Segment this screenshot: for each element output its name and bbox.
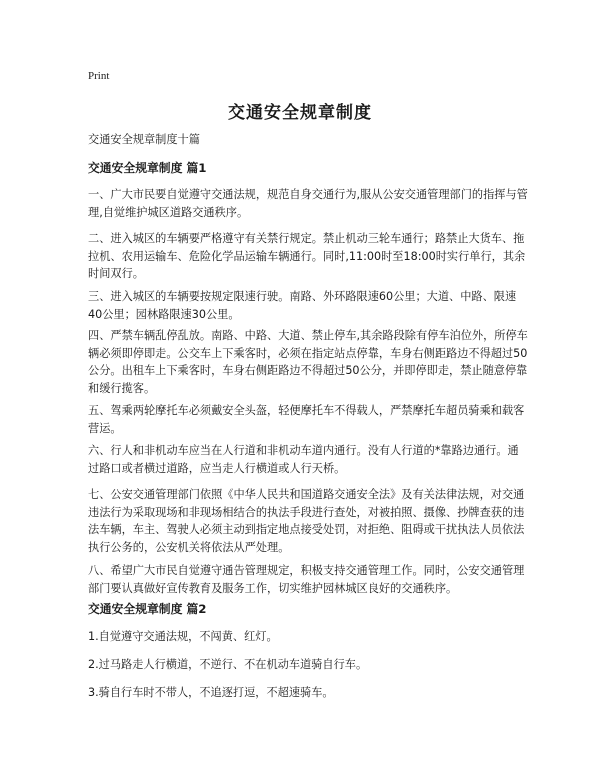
section1-paragraph-2: 二、进入城区的车辆要严格遵守有关禁行规定。禁止机动三轮车通行；路禁止大货车、拖拉机、农用运输车、危险化学品运输车辆通行。同时,11:00时至18:00时实行单行，其余时间双行。 — [88, 232, 526, 280]
section2-item-2: 2.过马路走人行横道，不逆行、不在机动车道骑自行车。 — [88, 658, 368, 671]
section2-item-3: 3.骑自行车时不带人，不追逐打逗，不超速骑车。 — [88, 686, 334, 699]
section1-paragraph-5: 五、驾乘两轮摩托车必须戴安全头盔，轻便摩托车不得载人，严禁摩托车超员骑乘和载客营运。 — [88, 404, 525, 435]
page-title: 交通安全规章制度 — [228, 103, 372, 123]
section1-paragraph-8: 八、希望广大市民自觉遵守通告管理规定，积极支持交通管理工作。同时，公安交通管理部门要认真做好宣传教育及服务工作，切实维护园林城区良好的交通秩序。 — [88, 564, 525, 595]
section1-heading: 交通安全规章制度 篇1 — [88, 161, 207, 175]
section1-paragraph-4: 四、严禁车辆乱停乱放。南路、中路、大道、禁止停车,其余路段除有停车泊位外，所停车辆必须即停即走。公交车上下乘客时，必须在指定站点停靠，车身右侧距路边不得超过50公分。出租车上下乘客时，车身右侧距路边不得超过50公分，并即停即走，禁止随意停靠和缓行揽客。 — [88, 329, 528, 395]
print-link[interactable]: Print — [88, 70, 110, 82]
document-subtitle: 交通安全规章制度十篇 — [88, 133, 200, 146]
section2-heading: 交通安全规章制度 篇2 — [88, 602, 207, 616]
section1-paragraph-7: 七、公安交通管理部门依照《中华人民共和国道路交通安全法》及有关法律法规，对交通违法行为采取现场和非现场相结合的执法手段进行查处，对被拍照、摄像、抄牌查获的违法车辆，车主、驾驶人必须主动到指定地点接受处罚，对拒绝、阻碍或干扰执法人员依法执行公务的，公安机关将依法从严处理。 — [88, 488, 525, 554]
section2-item-1: 1.自觉遵守交通法规，不闯黄、红灯。 — [88, 630, 278, 643]
section1-paragraph-3: 三、进入城区的车辆要按规定限速行驶。南路、外环路限速60公里；大道、中路、限速40公里；园林路限速30公里。 — [88, 290, 517, 321]
section1-paragraph-6: 六、行人和非机动车应当在人行道和非机动车道内通行。没有人行道的*靠路边通行。通过路口或者横过道路，应当走人行横道或人行天桥。 — [88, 444, 519, 475]
section1-paragraph-1: 一、广大市民要自觉遵守交通法规，规范自身交通行为,服从公安交通管理部门的指挥与管理,自觉维护城区道路交通秩序。 — [88, 188, 528, 219]
